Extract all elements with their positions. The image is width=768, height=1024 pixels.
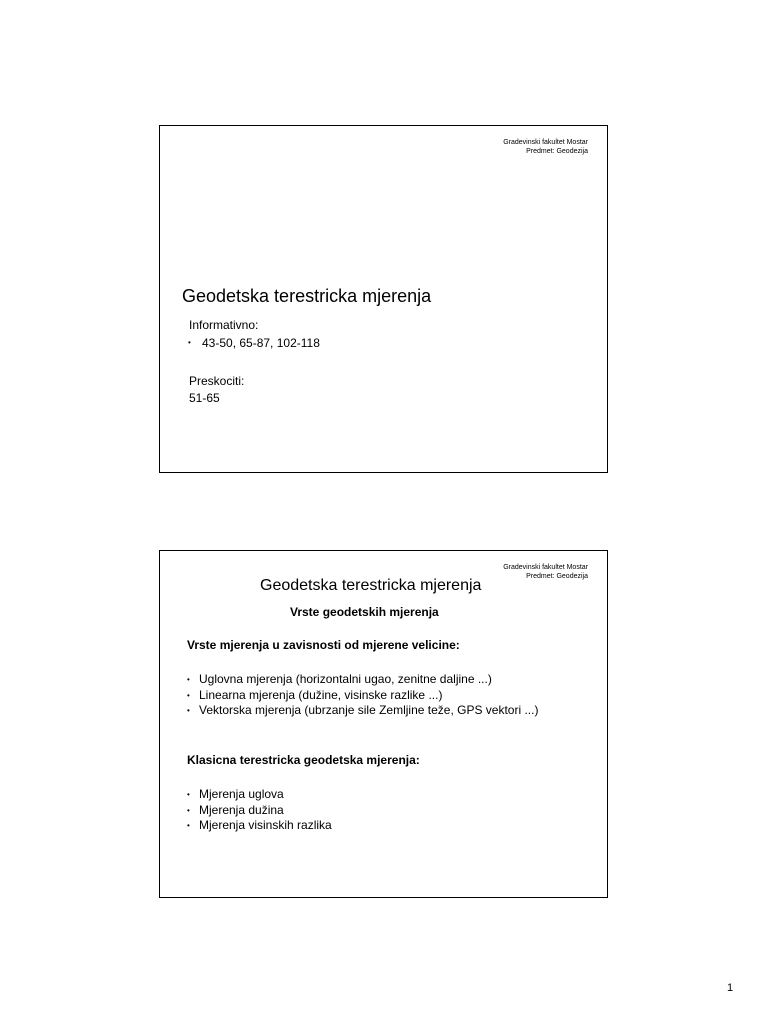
list-item [186,672,538,688]
bullet: • [187,805,190,815]
slide-2-header [503,563,588,581]
list-item-text: Linearna mjerenja (dužine, visinske razlike ...) [199,687,443,702]
preskociti-label: Preskociti: [189,374,245,388]
classic-measurements-list [186,787,332,834]
list-item [186,818,332,834]
list-item [186,803,332,819]
list-item-text: Vektorska mjerenja (ubrzanje sile Zemljine teže, GPS vektori ...) [199,703,539,717]
list-item-text: Mjerenja dužina [199,802,284,817]
institution-name: Gradevinski fakultet Mostar [503,139,588,146]
list-item-text: Mjerenja visinskih razlika [199,818,332,832]
bullet: • [187,690,190,700]
course-name: Predmet: Geodezija [526,148,588,155]
section-2-heading: Klasicna terestricka geodetska mjerenja: [187,753,420,767]
informativno-label: Informativno: [189,318,259,332]
page-number: 1 [727,982,734,994]
bullet: • [188,338,191,347]
course-name: Predmet: Geodezija [526,573,588,580]
list-item [186,787,332,803]
bullet: • [187,790,190,799]
list-item [186,703,538,719]
slide-1-header [503,138,588,156]
list-item-text: Mjerenja uglova [199,787,284,801]
slide-1-title: Geodetska terestricka mjerenja [182,286,432,306]
bullet: • [187,706,190,715]
list-item [186,688,538,704]
slide-2-title: Geodetska terestricka mjerenja [260,577,482,594]
bullet: • [187,675,190,684]
section-1-heading: Vrste mjerenja u zavisnosti od mjerene velicine: [187,638,460,652]
measurement-types-list [186,672,538,719]
informativno-pages: 43-50, 65-87, 102-118 [202,336,320,350]
slide-1 [159,125,608,473]
list-item-text: Uglovna mjerenja (horizontalni ugao, zenitne daljine ...) [199,672,492,686]
slide-2 [159,550,608,898]
bullet: • [187,821,190,830]
preskociti-pages: 51-65 [189,391,220,405]
slide-2-subtitle: Vrste geodetskih mjerenja [290,605,439,619]
institution-name: Gradevinski fakultet Mostar [503,564,588,571]
